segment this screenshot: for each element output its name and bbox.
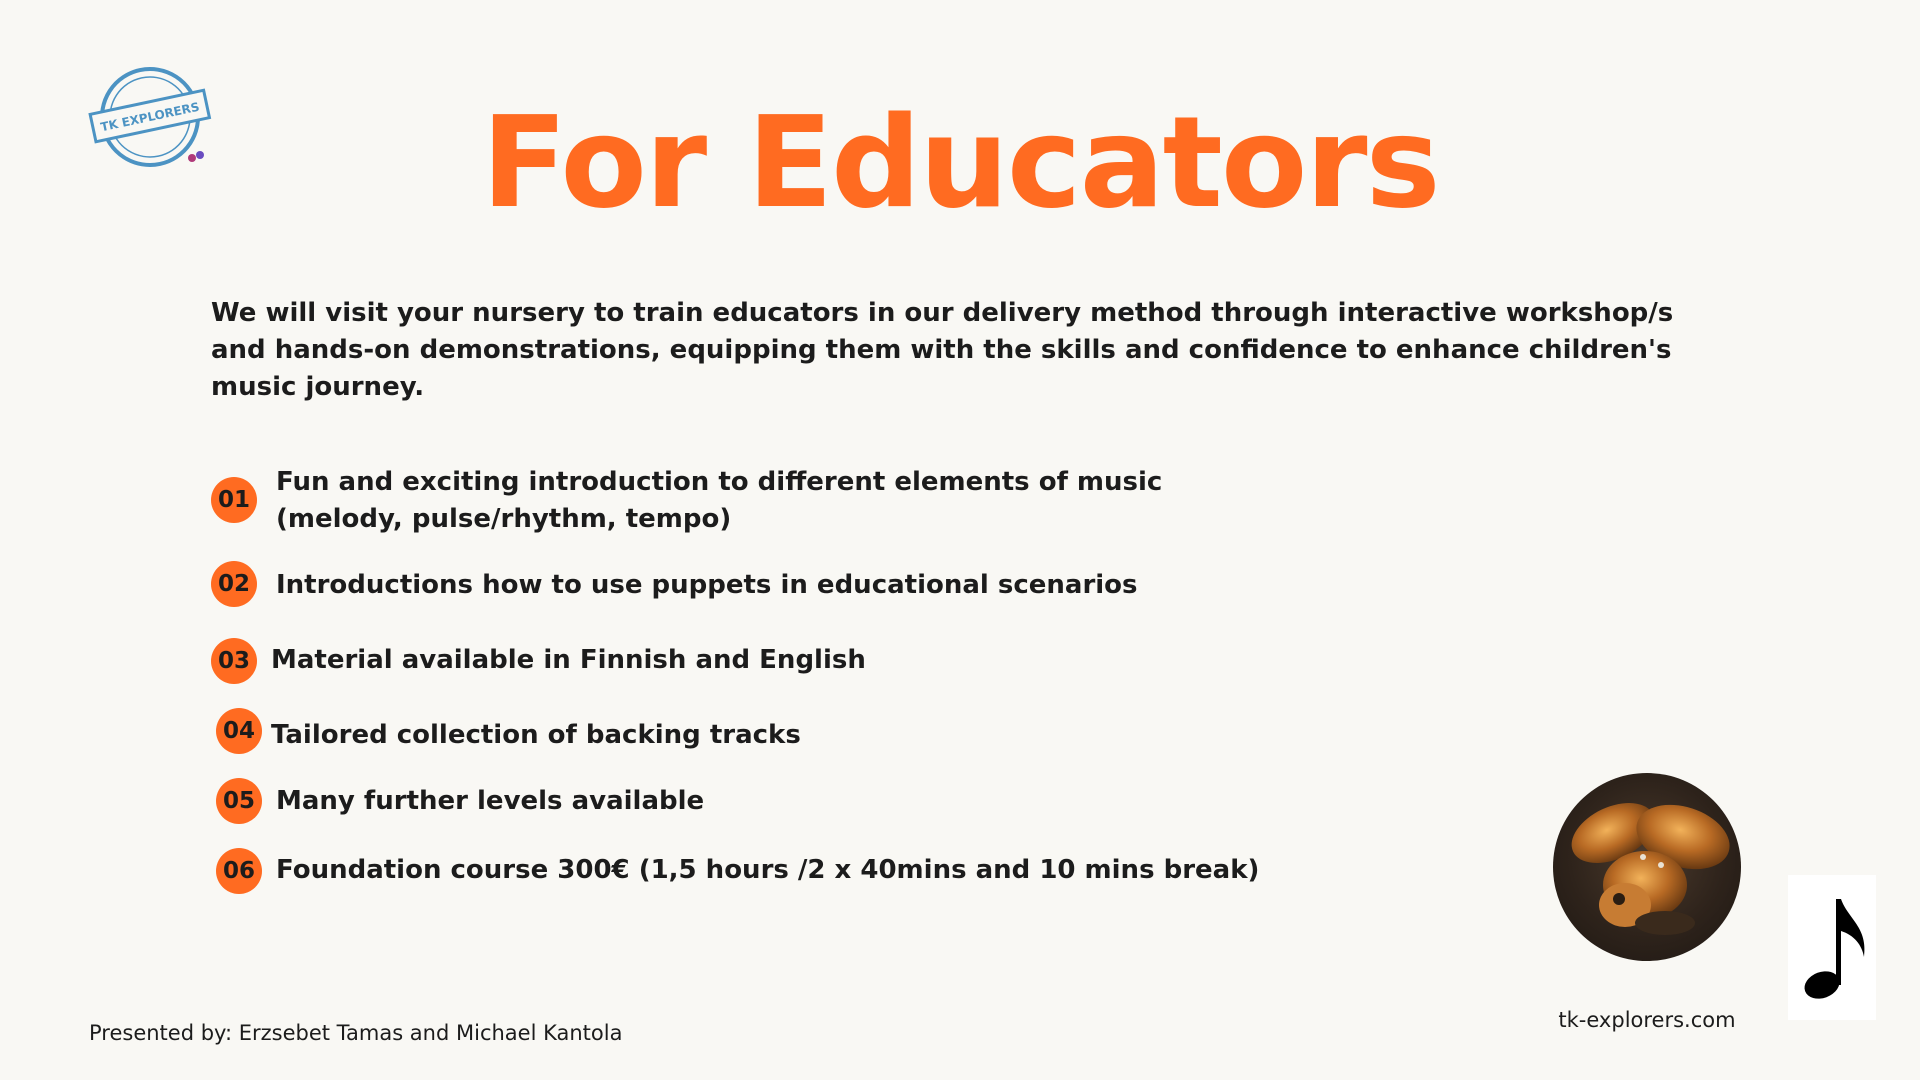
bee-icon (1553, 773, 1741, 961)
website-link[interactable]: tk-explorers.com (1558, 1008, 1736, 1032)
number-badge: 01 (211, 477, 257, 523)
list-item-text-line2: (melody, pulse/rhythm, tempo) (276, 504, 732, 534)
list-item-text: Many further levels available (276, 786, 705, 816)
stamp-text: TK EXPLORERS (99, 99, 201, 135)
list-item-text: Introductions how to use puppets in educational scenarios (276, 570, 1138, 600)
list-item-text: Foundation course 300€ (1,5 hours /2 x 40mins and 10 mins break) (276, 855, 1260, 885)
number-badge: 02 (211, 561, 257, 607)
number-badge: 03 (211, 638, 257, 684)
number-badge: 05 (216, 778, 262, 824)
page-title: For Educators (481, 89, 1439, 236)
list-item-text: Fun and exciting introduction to different elements of music (276, 467, 1163, 497)
eighth-note-icon (1788, 875, 1876, 1020)
number-badge: 04 (216, 708, 262, 754)
presented-by: Presented by: Erzsebet Tamas and Michael Kantola (89, 1021, 623, 1045)
list-item-text: Tailored collection of backing tracks (271, 720, 801, 750)
intro-paragraph: We will visit your nursery to train educators in our delivery method through interactive workshop/s and hands-on demonstrations, equipping them with the skills and confidence to enhance children's music journey. (211, 298, 1674, 402)
list-item-text: Material available in Finnish and English (271, 645, 866, 675)
music-note-box (1788, 875, 1876, 1020)
mechanical-bee-photo (1553, 773, 1741, 961)
number-badge: 06 (216, 848, 262, 894)
